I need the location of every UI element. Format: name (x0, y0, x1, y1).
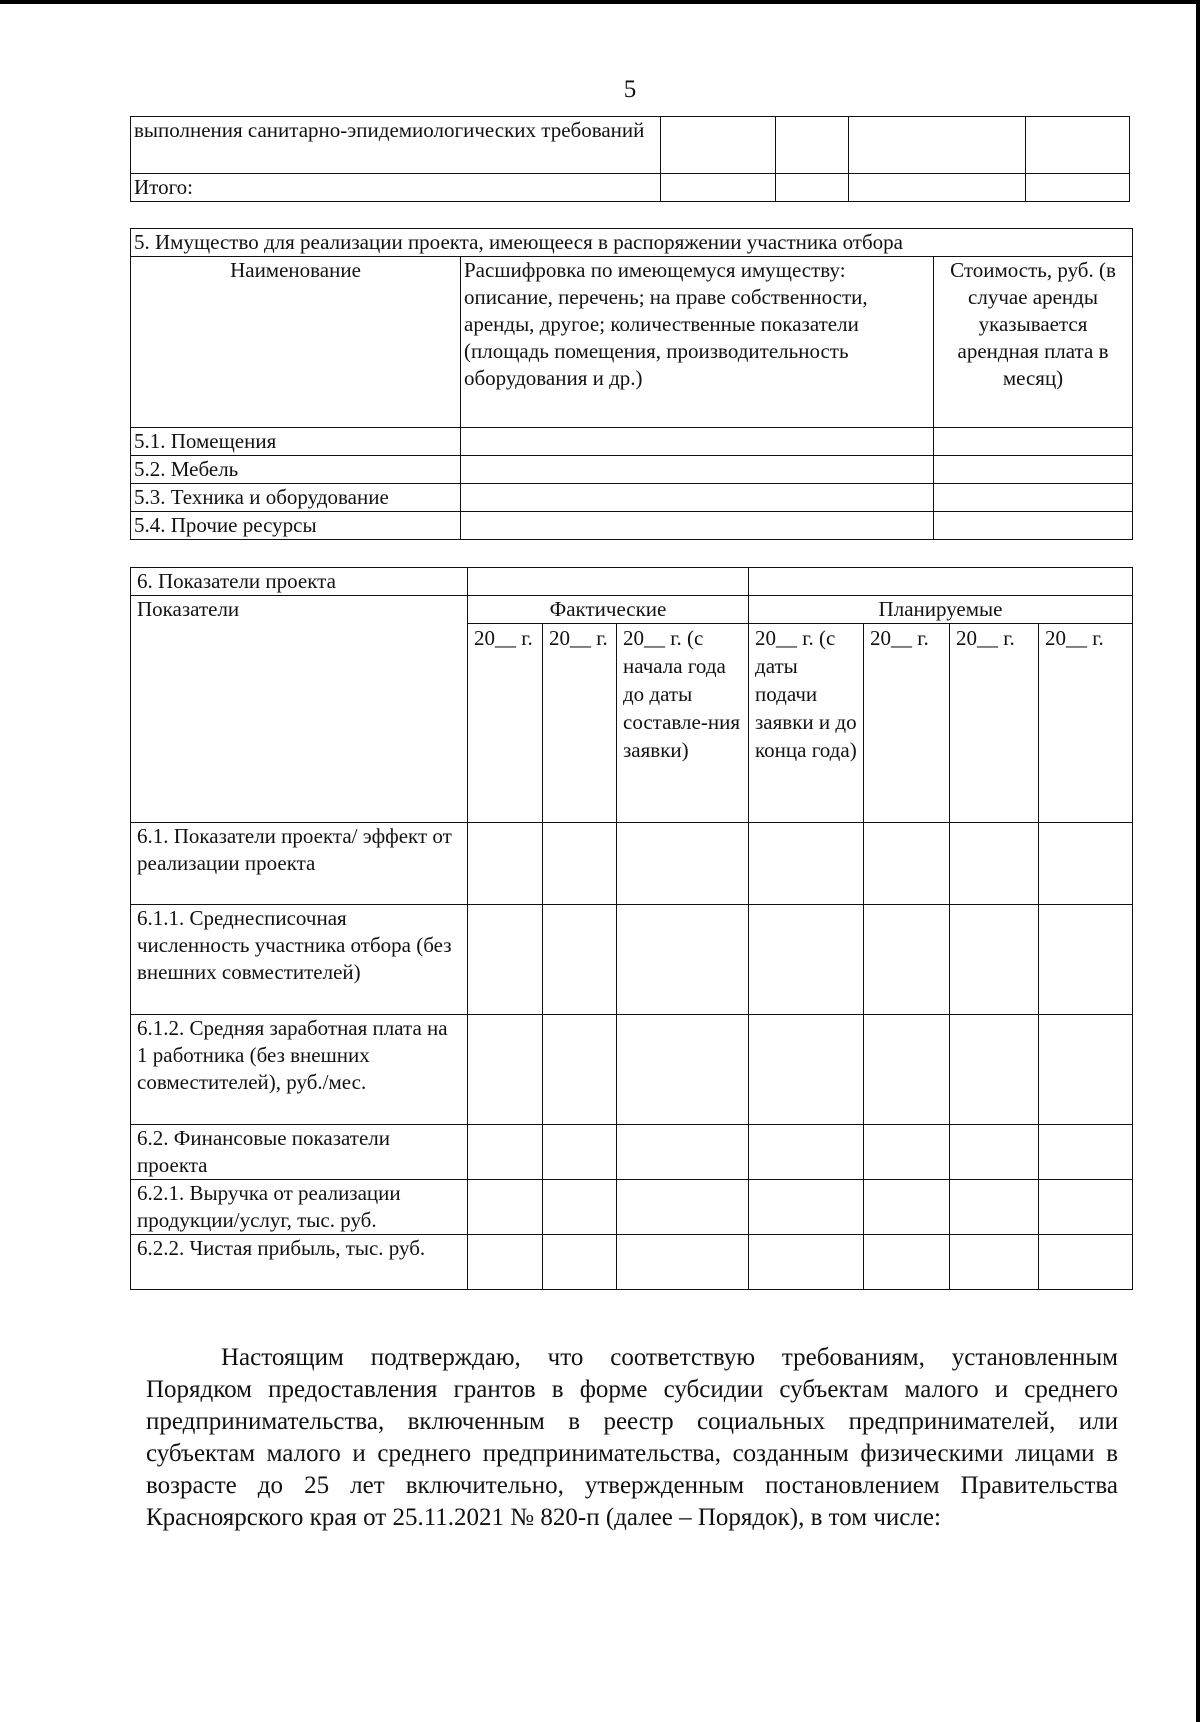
table-cell (543, 1015, 617, 1125)
table6-row-label: 6.2. Финансовые показатели проекта (131, 1125, 468, 1180)
table-cell (468, 905, 543, 1015)
table-cell (864, 905, 950, 1015)
table-cell (461, 428, 934, 456)
table6-header-indicators: Показатели (131, 596, 468, 823)
table5-title: 5. Имущество для реализации проекта, имеющееся в распоряжении участника отбора (131, 229, 1133, 257)
table6-row-label: 6.1.1. Среднесписочная численность участника отбора (без внешних совместителей) (131, 905, 468, 1015)
table-cell (468, 568, 749, 596)
table6-row-label: 6.1.2. Средняя заработная плата на 1 работника (без внешних совместителей), руб./мес. (131, 1015, 468, 1125)
table6-year-header: 20__ г. (543, 624, 617, 823)
table-cell (749, 568, 1133, 596)
table-cell (749, 823, 864, 905)
table-cell (849, 117, 1026, 174)
page-number: 5 (623, 76, 637, 103)
table-cell (617, 905, 749, 1015)
scan-border-right (1196, 0, 1200, 1722)
table-cell (468, 1125, 543, 1180)
table-cell (950, 1180, 1039, 1235)
table6-year-header: 20__ г. (864, 624, 950, 823)
table-cell (617, 1235, 749, 1290)
table-row (131, 1235, 1133, 1290)
table5-row-label: 5.3. Техника и оборудование (131, 484, 461, 512)
table-cell (1039, 905, 1133, 1015)
table-row (131, 512, 1133, 540)
table-row (131, 456, 1133, 484)
scan-border-top (0, 0, 1200, 4)
table-cell (468, 1180, 543, 1235)
table-cell (461, 456, 934, 484)
table5-row-label: 5.2. Мебель (131, 456, 461, 484)
table-cell (543, 1235, 617, 1290)
table-row (131, 1180, 1133, 1235)
table5-header-description: Расшифровка по имеющемуся имуществу: описание, перечень; на праве собственности, аренды, другое; количественные показатели (площадь помещения, производительность оборудования и др.) (461, 257, 934, 428)
table-cell (864, 1015, 950, 1125)
table-cell (776, 174, 849, 202)
table6-header-planned: Планируемые (749, 596, 1133, 624)
table-cell (461, 512, 934, 540)
table-cell (934, 484, 1133, 512)
table-cell (1039, 1125, 1133, 1180)
table-row (131, 1125, 1133, 1180)
table-cell (950, 823, 1039, 905)
table-cell (776, 117, 849, 174)
table-cell (934, 428, 1133, 456)
table5-row-label: 5.1. Помещения (131, 428, 461, 456)
table5-row-label: 5.4. Прочие ресурсы (131, 512, 461, 540)
table-cell (749, 1125, 864, 1180)
table6-header-actual: Фактические (468, 596, 749, 624)
table-cell (749, 1235, 864, 1290)
table5-header-name: Наименование (131, 257, 461, 428)
table-cell (864, 823, 950, 905)
table-cell (950, 1015, 1039, 1125)
table-cell (950, 905, 1039, 1015)
table-cell (1026, 174, 1130, 202)
table-cell (1039, 1235, 1133, 1290)
table-cell (461, 484, 934, 512)
table-row (131, 117, 1130, 174)
table-cell (617, 1125, 749, 1180)
table-cell (934, 512, 1133, 540)
table6-title: 6. Показатели проекта (131, 568, 468, 596)
table-cell (864, 1125, 950, 1180)
table-cell (1039, 1015, 1133, 1125)
table-cell (1026, 117, 1130, 174)
table-cell (950, 1125, 1039, 1180)
confirmation-paragraph (146, 1342, 1118, 1534)
table-cell (617, 1180, 749, 1235)
table-cell (749, 905, 864, 1015)
table-cell (749, 1180, 864, 1235)
table-cell (1039, 823, 1133, 905)
table-row (131, 596, 1133, 624)
table-cell (864, 1180, 950, 1235)
table-row (131, 823, 1133, 905)
table4-row-label: выполнения санитарно-эпидемиологических требований (131, 117, 661, 174)
table-row (131, 229, 1133, 257)
table-row (131, 174, 1130, 202)
table-6-indicators (130, 567, 1133, 1290)
table-cell (468, 823, 543, 905)
table-4-continuation (130, 116, 1130, 202)
table-row (131, 1015, 1133, 1125)
table-row (131, 257, 1133, 428)
table6-year-header: 20__ г. (1039, 624, 1133, 823)
table4-total-label: Итого: (131, 174, 661, 202)
table-cell (617, 823, 749, 905)
table-cell (543, 905, 617, 1015)
table-row (131, 905, 1133, 1015)
table-cell (864, 1235, 950, 1290)
table-cell (950, 1235, 1039, 1290)
confirmation-text: Настоящим подтверждаю, что соответствую требованиям, установленным Порядком предоставления грантов в форме субсидии субъектам малого и среднего предпринимательства, включенным в реестр социальных предпринимателей, или субъектам малого и среднего предпринимательства, созданным физическими лицами в возрасте до 25 лет включительно, утвержденным постановлением Правительства Красноярского края от 25.11.2021 № 820-п (далее – Порядок), в том числе: (146, 1344, 1118, 1531)
table-cell (1039, 1180, 1133, 1235)
table-row (131, 428, 1133, 456)
table-row (131, 484, 1133, 512)
table-cell (617, 1015, 749, 1125)
table-cell (661, 117, 776, 174)
table6-year-header: 20__ г. (с начала года до даты составле-ния заявки) (617, 624, 749, 823)
table-cell (661, 174, 776, 202)
table6-row-label: 6.1. Показатели проекта/ эффект от реализации проекта (131, 823, 468, 905)
table-cell (543, 1180, 617, 1235)
table-cell (749, 1015, 864, 1125)
table-cell (934, 456, 1133, 484)
table6-year-header: 20__ г. (468, 624, 543, 823)
table5-header-cost: Стоимость, руб. (в случае аренды указывается арендная плата в месяц) (934, 257, 1133, 428)
table-cell (468, 1235, 543, 1290)
table-5-property (130, 228, 1133, 540)
table6-row-label: 6.2.1. Выручка от реализации продукции/услуг, тыс. руб. (131, 1180, 468, 1235)
table6-row-label: 6.2.2. Чистая прибыль, тыс. руб. (131, 1235, 468, 1290)
table6-year-header: 20__ г. (с даты подачи заявки и до конца года) (749, 624, 864, 823)
table-cell (543, 823, 617, 905)
table6-year-header: 20__ г. (950, 624, 1039, 823)
table-cell (849, 174, 1026, 202)
table-cell (468, 1015, 543, 1125)
table-row (131, 568, 1133, 596)
table-cell (543, 1125, 617, 1180)
